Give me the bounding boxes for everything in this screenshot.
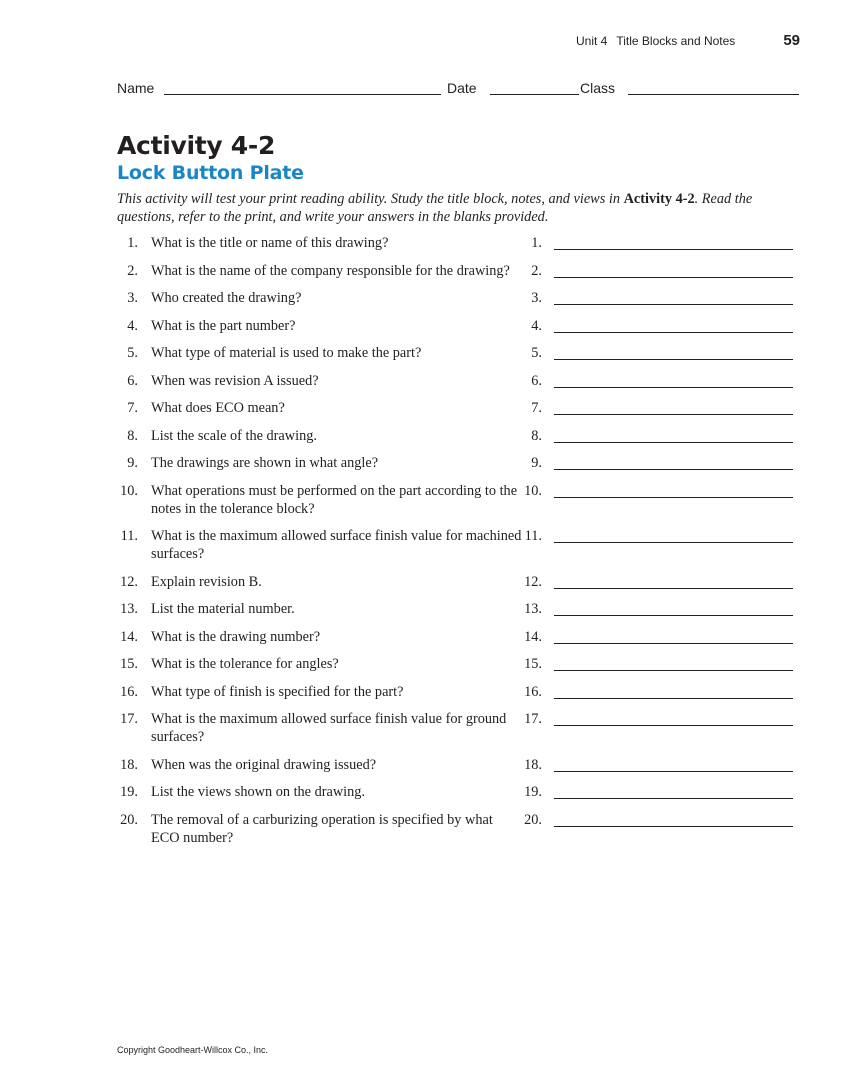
activity-instructions: [117, 190, 807, 226]
question-number: 5.: [127, 345, 138, 361]
question-item: [0, 317, 849, 335]
question-text: What is the drawing number?: [151, 628, 321, 645]
question-list: [0, 234, 849, 856]
question-text: What is the maximum allowed surface finish value for machined surfaces?: [151, 528, 522, 562]
question-number: 12.: [120, 573, 138, 590]
answer-blank[interactable]: [554, 725, 793, 726]
answer-blank[interactable]: [554, 442, 793, 443]
answer-blank[interactable]: [554, 670, 793, 671]
answer-number: 10.: [524, 482, 542, 499]
answer-blank[interactable]: [554, 304, 793, 305]
question-number: 20.: [120, 811, 138, 828]
answer-blank[interactable]: [554, 542, 793, 543]
question-item: [0, 234, 849, 252]
answer-number: 6.: [531, 372, 542, 389]
date-blank[interactable]: [490, 94, 579, 95]
running-header: [576, 32, 800, 49]
question-text: What operations must be performed on the part according to the notes in the tolerance block?: [151, 482, 518, 517]
intro-activity-ref: Activity 4-2: [623, 191, 695, 207]
date-label: Date: [447, 80, 477, 96]
answer-number: 14.: [524, 628, 542, 645]
question-text: When was the original drawing issued?: [151, 756, 377, 773]
question-number: 15.: [120, 656, 138, 672]
question-text: What type of finish is specified for the part?: [151, 683, 404, 700]
question-item: [0, 289, 849, 307]
unit-label: Unit 4: [576, 34, 608, 48]
question-item: [0, 756, 849, 774]
chapter-title: Title Blocks and Notes: [616, 34, 736, 48]
answer-blank[interactable]: [554, 798, 793, 799]
activity-subtitle: Lock Button Plate: [117, 162, 304, 184]
answer-blank[interactable]: [554, 497, 793, 498]
answer-number: 15.: [524, 656, 542, 672]
intro-text-end: . Read the questions, refer to the print, and write your answers in the blanks provided.: [117, 191, 753, 225]
question-number: 11.: [120, 528, 138, 544]
answer-blank[interactable]: [554, 249, 793, 250]
answer-blank[interactable]: [554, 615, 793, 616]
answer-blank[interactable]: [554, 643, 793, 644]
question-text: What is the name of the company responsible for the drawing?: [151, 262, 510, 279]
question-text: Explain revision B.: [151, 573, 262, 590]
answer-number: 1.: [531, 235, 542, 251]
question-number: 8.: [127, 427, 138, 444]
question-item: [0, 482, 849, 518]
page-number: 59: [783, 32, 800, 49]
question-text: List the scale of the drawing.: [151, 427, 317, 444]
question-item: [0, 454, 849, 472]
question-item: [0, 710, 849, 746]
question-text: What type of material is used to make the part?: [151, 345, 422, 361]
question-item: [0, 573, 849, 591]
answer-number: 13.: [524, 601, 542, 617]
name-label: Name: [117, 80, 155, 96]
answer-number: 8.: [531, 427, 542, 444]
answer-number: 19.: [524, 784, 542, 800]
answer-number: 18.: [524, 756, 542, 773]
name-blank[interactable]: [164, 94, 441, 95]
copyright-footer: Copyright Goodheart-Willcox Co., Inc.: [117, 1045, 269, 1055]
answer-blank[interactable]: [554, 277, 793, 278]
question-item: [0, 628, 849, 646]
intro-text-start: This activity will test your print reading ability. Study the title block, notes, and views in: [117, 191, 624, 207]
question-number: 14.: [120, 628, 138, 645]
activity-title: Activity 4-2: [117, 131, 276, 160]
question-item: [0, 344, 849, 362]
student-info-bar: [117, 80, 799, 100]
question-number: 18.: [120, 756, 138, 773]
question-number: 13.: [120, 601, 138, 617]
answer-number: 17.: [524, 711, 542, 727]
question-text: What is the title or name of this drawing?: [151, 235, 389, 251]
question-text: List the views shown on the drawing.: [151, 784, 366, 800]
question-item: [0, 600, 849, 618]
class-label: Class: [580, 80, 616, 96]
question-number: 2.: [127, 262, 138, 279]
question-number: 7.: [127, 400, 138, 416]
question-item: [0, 262, 849, 280]
question-text: What is the part number?: [151, 317, 296, 334]
question-number: 16.: [120, 683, 138, 700]
answer-number: 9.: [531, 455, 542, 471]
answer-blank[interactable]: [554, 469, 793, 470]
question-item: [0, 655, 849, 673]
answer-blank[interactable]: [554, 588, 793, 589]
question-number: 19.: [120, 784, 138, 800]
question-text: When was revision A issued?: [151, 372, 319, 389]
question-item: [0, 372, 849, 390]
answer-number: 5.: [531, 345, 542, 361]
question-number: 9.: [127, 455, 138, 471]
question-item: [0, 427, 849, 445]
answer-blank[interactable]: [554, 414, 793, 415]
question-item: [0, 399, 849, 417]
question-number: 6.: [127, 372, 138, 389]
question-text: What does ECO mean?: [151, 400, 285, 416]
answer-number: 16.: [524, 683, 542, 700]
answer-blank[interactable]: [554, 387, 793, 388]
question-number: 17.: [120, 711, 138, 727]
question-number: 4.: [127, 317, 138, 334]
answer-blank[interactable]: [554, 359, 793, 360]
question-item: [0, 683, 849, 701]
question-text: The removal of a carburizing operation is specified by what ECO number?: [151, 811, 493, 846]
answer-blank[interactable]: [554, 698, 793, 699]
question-number: 1.: [127, 235, 138, 251]
question-text: What is the tolerance for angles?: [151, 656, 339, 672]
answer-number: 11.: [524, 528, 542, 544]
question-text: What is the maximum allowed surface finish value for ground surfaces?: [151, 711, 507, 745]
answer-blank[interactable]: [554, 771, 793, 772]
answer-number: 2.: [531, 262, 542, 279]
question-number: 10.: [120, 482, 138, 499]
answer-number: 20.: [524, 811, 542, 828]
answer-number: 12.: [524, 573, 542, 590]
question-item: [0, 811, 849, 847]
question-item: [0, 783, 849, 801]
question-text: Who created the drawing?: [151, 290, 302, 306]
answer-blank[interactable]: [554, 826, 793, 827]
class-blank[interactable]: [628, 94, 799, 95]
question-number: 3.: [127, 290, 138, 306]
running-head: [576, 34, 735, 48]
question-text: The drawings are shown in what angle?: [151, 455, 379, 471]
answer-blank[interactable]: [554, 332, 793, 333]
answer-number: 4.: [531, 317, 542, 334]
answer-number: 7.: [531, 400, 542, 416]
question-text: List the material number.: [151, 601, 295, 617]
answer-number: 3.: [531, 290, 542, 306]
question-item: [0, 527, 849, 563]
